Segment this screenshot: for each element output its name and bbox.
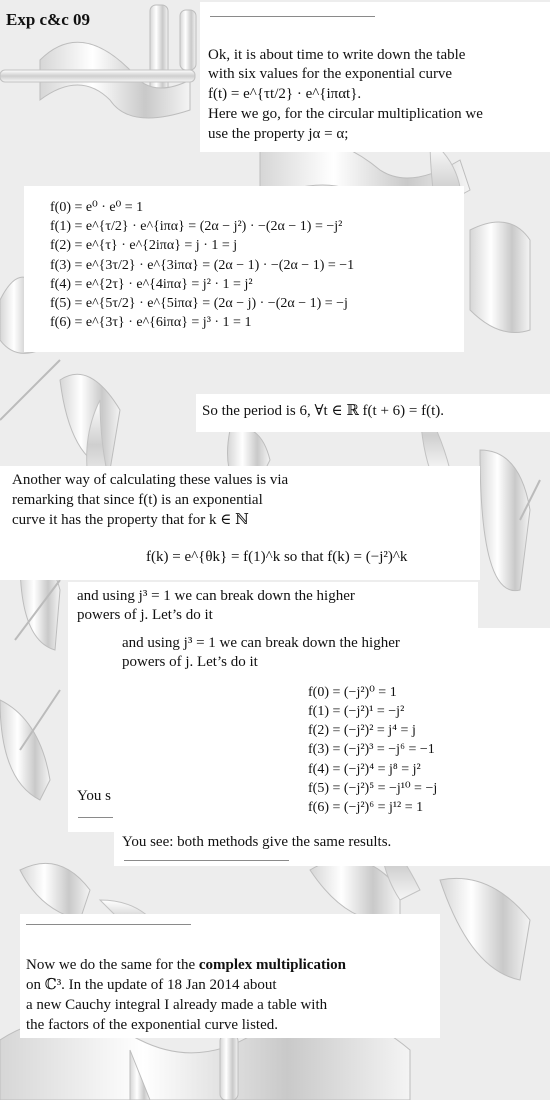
you-back-text: You s <box>77 788 111 804</box>
table1-row: f(0) = e⁰ · e⁰ = 1 <box>50 200 144 215</box>
table2-row: f(2) = (−j²)² = j⁴ = j <box>308 723 416 738</box>
now-rule <box>26 924 191 925</box>
now-line-3: a new Cauchy integral I already made a table with <box>26 997 328 1013</box>
using-back-line-2: powers of j. Let’s do it <box>77 607 213 623</box>
using-back-line-1: and using j³ = 1 we can break down the higher <box>77 588 355 604</box>
back-rule <box>78 817 113 818</box>
intro-line-1: Ok, it is about time to write down the table <box>208 47 466 63</box>
table2-row: f(4) = (−j²)⁴ = j⁸ = j² <box>308 762 421 777</box>
another-line-1: Another way of calculating these values is via <box>12 472 289 488</box>
now-line-2: on ℂ³. In the update of 18 Jan 2014 about <box>26 977 277 993</box>
table1-row: f(5) = e^{5τ/2} · e^{5iπα} = (2α − j) · −(2α − 1) = −j <box>50 296 348 311</box>
you-see-text: You see: both methods give the same results. <box>122 834 392 850</box>
intro-line-3: f(t) = e^{τt/2} · e^{iπαt}. <box>208 86 362 102</box>
now-bold-text: complex multiplication <box>198 957 346 973</box>
now-line-4: the factors of the exponential curve listed. <box>26 1017 278 1033</box>
another-line-3: curve it has the property that for k ∈ ℕ <box>12 512 249 528</box>
table2-row: f(5) = (−j²)⁵ = −j¹⁰ = −j <box>308 781 438 796</box>
now-line-1 <box>26 956 346 976</box>
table1-row: f(3) = e^{3τ/2} · e^{3iπα} = (2α − 1) · −(2α − 1) = −1 <box>50 258 355 273</box>
intro-line-2: with six values for the exponential curve <box>208 66 453 82</box>
table2-row: f(1) = (−j²)¹ = −j² <box>308 704 405 719</box>
table1-row: f(1) = e^{τ/2} · e^{iπα} = (2α − j²) · −(2α − 1) = −j² <box>50 219 343 234</box>
fk-formula: f(k) = e^{θk} = f(1)^k so that f(k) = (−j²)^k <box>146 549 408 565</box>
table1-row: f(6) = e^{3τ} · e^{6iπα} = j³ · 1 = 1 <box>50 315 252 330</box>
intro-line-5: use the property jα = α; <box>208 126 349 142</box>
you-see-rule <box>124 860 289 861</box>
using-front-line-1: and using j³ = 1 we can break down the higher <box>122 635 400 651</box>
period-text: So the period is 6, ∀t ∈ ℝ f(t + 6) = f(t). <box>202 403 445 419</box>
page-title: Exp c&c 09 <box>6 10 91 29</box>
table1-row: f(4) = e^{2τ} · e^{4iπα} = j² · 1 = j² <box>50 277 253 292</box>
using-front-line-2: powers of j. Let’s do it <box>122 654 258 670</box>
intro-line-4: Here we go, for the circular multiplication we <box>208 106 483 122</box>
now-line-1-text: Now we do the same for the <box>26 957 196 973</box>
another-line-2: remarking that since f(t) is an exponential <box>12 492 263 508</box>
table1-row: f(2) = e^{τ} · e^{2iπα} = j · 1 = j <box>50 238 238 253</box>
table2-row: f(3) = (−j²)³ = −j⁶ = −1 <box>308 742 435 757</box>
top-rule <box>210 16 375 17</box>
table2-row: f(0) = (−j²)⁰ = 1 <box>308 685 397 700</box>
table2-row: f(6) = (−j²)⁶ = j¹² = 1 <box>308 800 424 815</box>
